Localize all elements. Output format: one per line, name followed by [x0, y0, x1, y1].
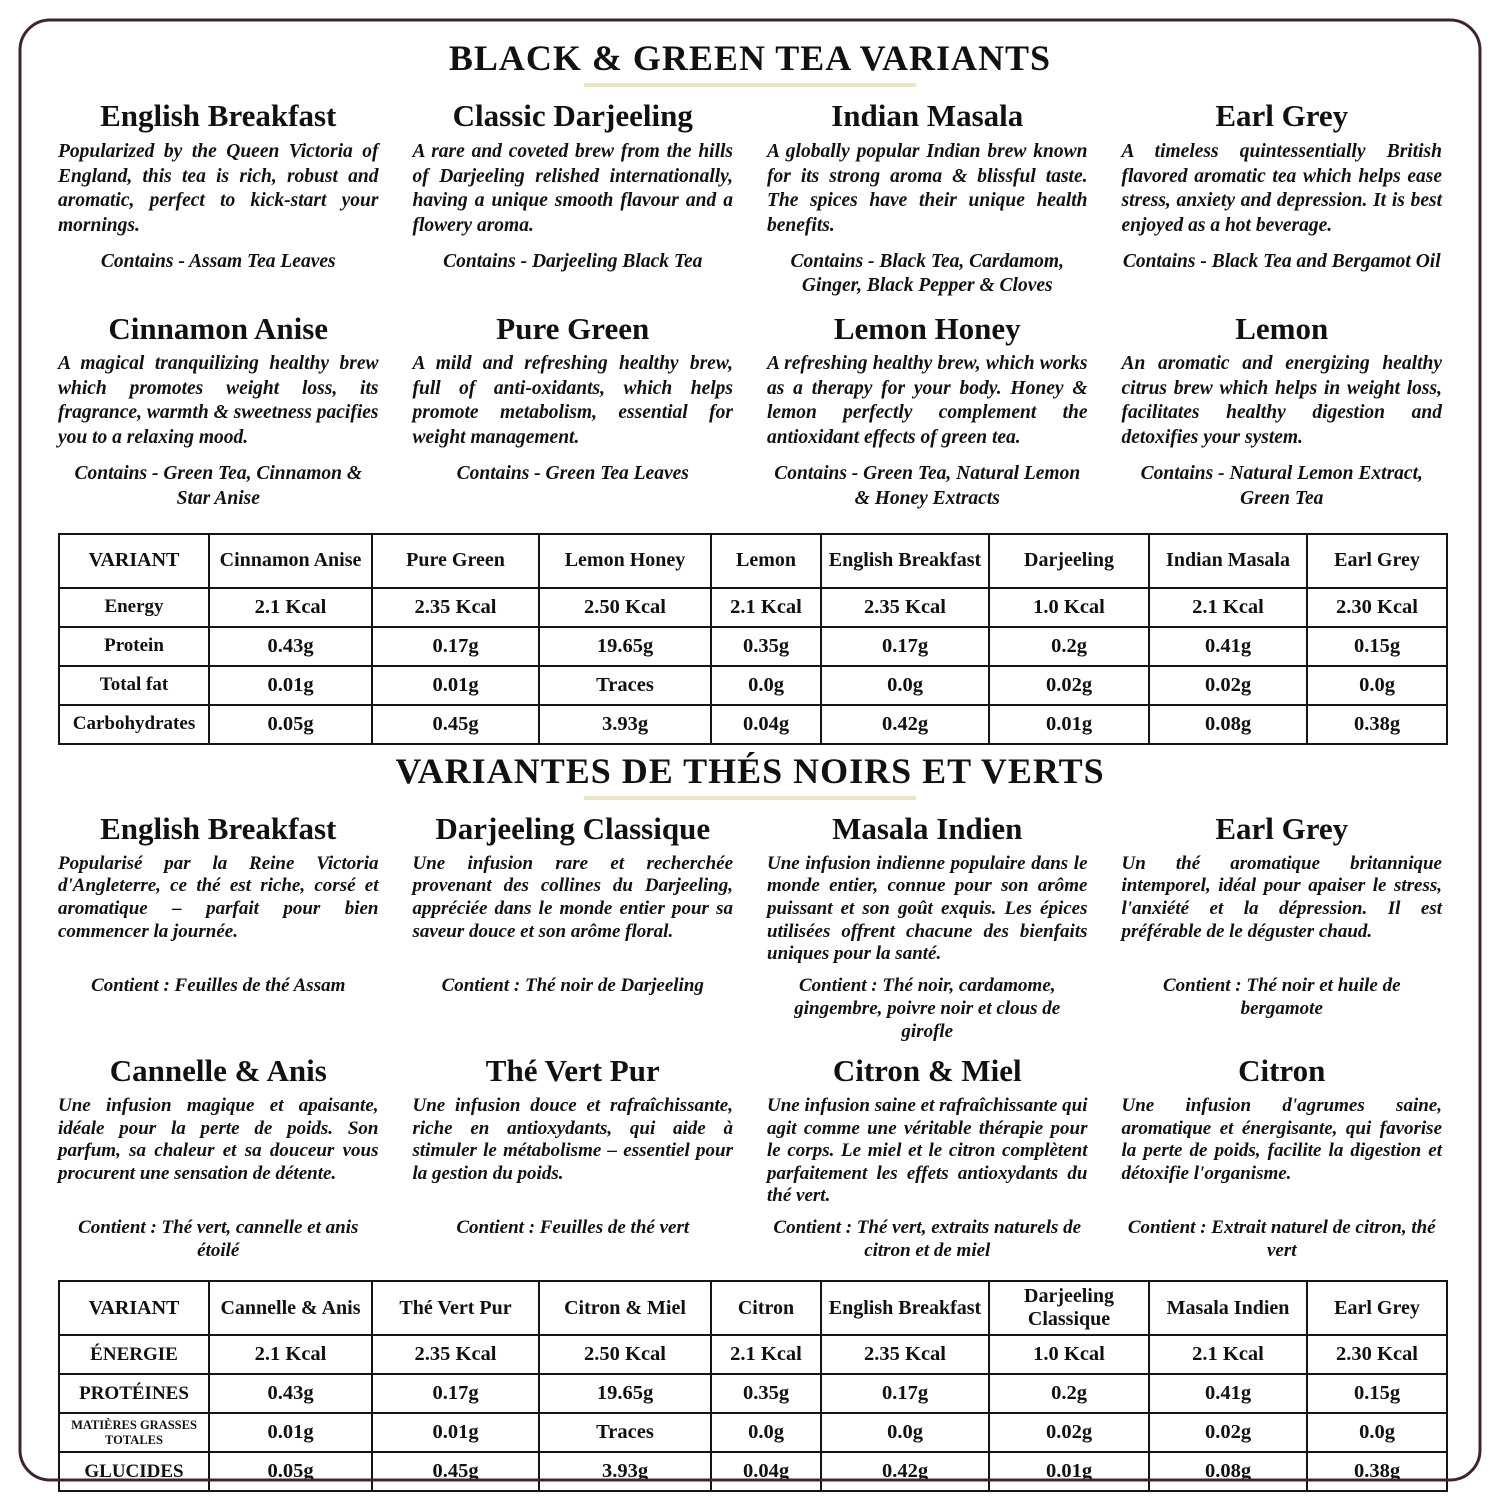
tea-contains-note: Contains - Green Tea, Natural Lemon & Honey Extracts: [774, 463, 1081, 509]
tea-name: English Breakfast: [100, 98, 337, 134]
tea-description: A magical tranquilizing healthy brew which promotes weight loss, its fragrance, warmth & sweetness pacifies you to a relaxing mood.: [58, 353, 379, 448]
table-cell: 1.0 Kcal: [989, 1335, 1149, 1374]
table-cell: 2.1 Kcal: [1149, 1335, 1307, 1374]
tea-card: [58, 311, 379, 511]
row-label: GLUCIDES: [59, 1452, 209, 1491]
table-cell: 0.2g: [989, 1374, 1149, 1413]
tea-name: Cannelle & Anis: [109, 1053, 327, 1089]
table-cell: 0.0g: [821, 1413, 989, 1452]
row-label: ÉNERGIE: [59, 1335, 209, 1374]
tea-card: [413, 98, 734, 298]
tea-description: Une infusion douce et rafraîchissante, riche en antioxydants, qui aide à stimuler le métabolisme – essentiel pour la gestion du poids.: [412, 1094, 733, 1184]
tea-contains-note: Contient : Feuilles de thé vert: [456, 1216, 690, 1238]
tea-name: Earl Grey: [1215, 811, 1349, 847]
table-cell: 0.02g: [1149, 1413, 1307, 1452]
column-header: Indian Masala: [1149, 534, 1307, 588]
table-cell: 2.50 Kcal: [539, 588, 711, 627]
column-header: Thé Vert Pur: [372, 1281, 539, 1335]
tea-contains-note: Contient : Thé noir de Darjeeling: [441, 974, 704, 996]
tea-contains-note: Contient : Thé vert, cannelle et anis étoilé: [78, 1216, 359, 1262]
column-header: Earl Grey: [1307, 534, 1447, 588]
table-row: [59, 627, 1447, 666]
table-cell: 0.01g: [989, 705, 1149, 744]
column-header: Pure Green: [372, 534, 539, 588]
table-cell: 0.42g: [821, 705, 989, 744]
column-header: Lemon: [711, 534, 821, 588]
table-cell: 0.45g: [372, 1452, 539, 1491]
tea-card: [413, 811, 734, 1043]
nutrition-table-english: [58, 533, 1448, 745]
table-cell: 19.65g: [539, 1374, 711, 1413]
row-label: Total fat: [59, 666, 209, 705]
tea-card: [58, 811, 379, 1043]
tea-card: [58, 1053, 379, 1262]
table-row: [59, 705, 1447, 744]
table-cell: 0.02g: [989, 1413, 1149, 1452]
table-cell: 0.43g: [209, 1374, 372, 1413]
column-header: Cannelle & Anis: [209, 1281, 372, 1335]
table-cell: 0.01g: [989, 1452, 1149, 1491]
table-row: [59, 1452, 1447, 1491]
column-header: Citron & Miel: [539, 1281, 711, 1335]
tea-name: Thé Vert Pur: [485, 1053, 660, 1089]
table-cell: 0.01g: [209, 666, 372, 705]
table-cell: 2.1 Kcal: [711, 588, 821, 627]
table-cell: 0.0g: [1307, 1413, 1447, 1452]
tea-contains-note: Contient : Feuilles de thé Assam: [91, 974, 346, 996]
tea-card: [1122, 811, 1443, 1043]
tea-description: Popularized by the Queen Victoria of England, this tea is rich, robust and aromatic, perfect to kick-start your mornings.: [58, 140, 379, 236]
section-title-wrap: [58, 38, 1442, 87]
column-header: Earl Grey: [1307, 1281, 1447, 1335]
table-cell: 0.43g: [209, 627, 372, 666]
nutrition-table-french: [58, 1280, 1448, 1492]
tea-contains-note: Contains - Green Tea, Cinnamon & Star Anise: [74, 463, 362, 509]
table-cell: 0.0g: [711, 1413, 821, 1452]
table-cell: 0.17g: [821, 627, 989, 666]
column-header: Darjeeling: [989, 534, 1149, 588]
tea-name: English Breakfast: [100, 811, 337, 847]
tea-name: Lemon Honey: [833, 310, 1021, 346]
table-row: [59, 1335, 1447, 1374]
tea-contains-note: Contains - Natural Lemon Extract, Green Tea: [1140, 463, 1423, 509]
title-underline: [584, 796, 916, 800]
table-cell: 0.35g: [711, 1374, 821, 1413]
tea-cards-grid-french: [58, 811, 1442, 1272]
tea-card: [767, 1053, 1088, 1262]
column-header: English Breakfast: [821, 1281, 989, 1335]
table-row: [59, 666, 1447, 705]
table-cell: 0.04g: [711, 1452, 821, 1491]
tea-name: Citron & Miel: [832, 1053, 1022, 1089]
tea-description: Une infusion magique et apaisante, idéale pour la perte de poids. Son parfum, sa chaleur et sa douceur vous procurent une sensation de détente.: [58, 1094, 379, 1184]
title-underline: [584, 83, 916, 87]
table-cell: 0.0g: [1307, 666, 1447, 705]
section-french: [58, 751, 1442, 1493]
table-cell: 2.1 Kcal: [711, 1335, 821, 1374]
tea-card: [767, 311, 1088, 511]
table-row: [59, 1413, 1447, 1452]
tea-card: [767, 98, 1088, 298]
table-cell: Traces: [539, 1413, 711, 1452]
tea-description: Une infusion indienne populaire dans le monde entier, connue pour son arôme puissant et son goût exquis. Les épices utilisées offrent chacune des bienfaits uniques pour la santé.: [767, 852, 1088, 965]
tea-card: [413, 1053, 734, 1262]
tea-description: A globally popular Indian brew known for its strong aroma & blissful taste. The spices have their unique health benefits.: [767, 140, 1088, 236]
tea-card: [413, 311, 734, 511]
table-header-row: [59, 534, 1447, 588]
table-cell: Traces: [539, 666, 711, 705]
table-cell: 3.93g: [539, 1452, 711, 1491]
tea-contains-note: Contains - Assam Tea Leaves: [100, 251, 336, 273]
table-row: [59, 588, 1447, 627]
table-cell: 0.01g: [372, 1413, 539, 1452]
column-header: Masala Indien: [1149, 1281, 1307, 1335]
row-label: MATIÈRES GRASSES TOTALES: [59, 1413, 209, 1452]
tea-contains-note: Contains - Darjeeling Black Tea: [443, 251, 703, 273]
table-cell: 2.1 Kcal: [209, 588, 372, 627]
table-cell: 2.30 Kcal: [1307, 1335, 1447, 1374]
table-cell: 3.93g: [539, 705, 711, 744]
tea-contains-note: Contient : Thé noir et huile de bergamote: [1162, 974, 1401, 1019]
table-cell: 0.05g: [209, 705, 372, 744]
table-cell: 0.08g: [1149, 705, 1307, 744]
tea-description: Une infusion d'agrumes saine, aromatique et énergisante, qui favorise la perte de poids, facilite la digestion et détoxifie l'organisme.: [1121, 1094, 1442, 1184]
table-cell: 0.42g: [821, 1452, 989, 1491]
table-cell: 0.45g: [372, 705, 539, 744]
tea-description: Une infusion saine et rafraîchissante qui agit comme une véritable thérapie pour le corps. Le miel et le citron complètent parfaitement les effets antioxydants du thé vert.: [767, 1094, 1088, 1207]
tea-cards-grid-english: [58, 98, 1442, 522]
table-cell: 0.04g: [711, 705, 821, 744]
table-cell: 0.02g: [1149, 666, 1307, 705]
row-label: PROTÉINES: [59, 1374, 209, 1413]
tea-name: Pure Green: [496, 310, 650, 346]
table-row: [59, 1374, 1447, 1413]
tea-contains-note: Contains - Black Tea and Bergamot Oil: [1122, 251, 1441, 273]
table-cell: 0.02g: [989, 666, 1149, 705]
table-cell: 0.38g: [1307, 1452, 1447, 1491]
table-cell: 0.15g: [1307, 1374, 1447, 1413]
table-cell: 0.01g: [209, 1413, 372, 1452]
tea-name: Indian Masala: [831, 98, 1024, 134]
tea-name: Cinnamon Anise: [108, 310, 329, 346]
tea-contains-note: Contient : Thé noir, cardamome, gingembre, poivre noir et clous de girofle: [794, 974, 1061, 1043]
tea-description: A refreshing healthy brew, which works as a therapy for your body. Honey & lemon perfectly complement the antioxidant effects of green tea.: [767, 353, 1088, 448]
table-cell: 0.41g: [1149, 1374, 1307, 1413]
table-cell: 19.65g: [539, 627, 711, 666]
table-cell: 0.41g: [1149, 627, 1307, 666]
column-header: Citron: [711, 1281, 821, 1335]
column-header: Cinnamon Anise: [209, 534, 372, 588]
table-cell: 0.01g: [372, 666, 539, 705]
tea-name: Earl Grey: [1215, 98, 1349, 134]
tea-contains-note: Contient : Thé vert, extraits naturels de citron et de miel: [773, 1216, 1082, 1262]
table-cell: 0.17g: [821, 1374, 989, 1413]
tea-name: Citron: [1238, 1053, 1326, 1089]
section-title-wrap: [58, 751, 1442, 800]
column-header: VARIANT: [59, 1281, 209, 1335]
table-cell: 2.35 Kcal: [821, 1335, 989, 1374]
table-cell: 0.38g: [1307, 705, 1447, 744]
tea-name: Masala Indien: [832, 811, 1023, 847]
section-english: [58, 38, 1442, 745]
column-header: English Breakfast: [821, 534, 989, 588]
table-cell: 0.17g: [372, 627, 539, 666]
tea-description: A timeless quintessentially British flavored aromatic tea which helps ease stress, anxiety and depression. It is best enjoyed as a hot beverage.: [1121, 140, 1442, 236]
tea-description: A mild and refreshing healthy brew, full of anti-oxidants, which helps promote metabolism, essential for weight management.: [412, 353, 733, 448]
tea-description: A rare and coveted brew from the hills of Darjeeling relished internationally, having a unique smooth flavour and a flowery aroma.: [412, 140, 733, 236]
table-cell: 0.2g: [989, 627, 1149, 666]
tea-contains-note: Contient : Extrait naturel de citron, thé vert: [1127, 1216, 1436, 1262]
tea-card: [58, 98, 379, 298]
tea-card: [1122, 98, 1443, 298]
table-cell: 0.17g: [372, 1374, 539, 1413]
table-cell: 0.0g: [821, 666, 989, 705]
tea-description: Un thé aromatique britannique intemporel, idéal pour apaiser le stress, l'anxiété et la dépression. Il est préférable de le déguster chaud.: [1121, 852, 1442, 942]
table-cell: 2.35 Kcal: [372, 1335, 539, 1374]
table-header-row: [59, 1281, 1447, 1335]
table-cell: 0.08g: [1149, 1452, 1307, 1491]
row-label: Energy: [59, 588, 209, 627]
table-cell: 0.15g: [1307, 627, 1447, 666]
column-header: Darjeeling Classique: [989, 1281, 1149, 1335]
table-cell: 2.1 Kcal: [1149, 588, 1307, 627]
table-cell: 0.35g: [711, 627, 821, 666]
tea-description: Une infusion rare et recherchée provenant des collines du Darjeeling, appréciée dans le monde entier pour sa saveur douce et son arôme floral.: [412, 852, 733, 942]
section-title-english: BLACK & GREEN TEA VARIANTS: [448, 38, 1052, 78]
table-cell: 0.05g: [209, 1452, 372, 1491]
tea-contains-note: Contains - Black Tea, Cardamom, Ginger, Black Pepper & Cloves: [790, 251, 1064, 297]
tea-name: Darjeeling Classique: [435, 811, 711, 847]
column-header: VARIANT: [59, 534, 209, 588]
column-header: Lemon Honey: [539, 534, 711, 588]
tea-card: [767, 811, 1088, 1043]
tea-contains-note: Contains - Green Tea Leaves: [456, 463, 689, 485]
row-label: Protein: [59, 627, 209, 666]
tea-card: [1122, 311, 1443, 511]
table-cell: 0.0g: [711, 666, 821, 705]
table-cell: 2.50 Kcal: [539, 1335, 711, 1374]
section-title-french: VARIANTES DE THÉS NOIRS ET VERTS: [395, 750, 1105, 791]
tea-card: [1122, 1053, 1443, 1262]
tea-name: Lemon: [1235, 310, 1329, 346]
table-cell: 1.0 Kcal: [989, 588, 1149, 627]
row-label: Carbohydrates: [59, 705, 209, 744]
tea-name: Classic Darjeeling: [452, 98, 693, 134]
table-cell: 2.35 Kcal: [821, 588, 989, 627]
tea-description: An aromatic and energizing healthy citrus brew which helps in weight loss, facilitates healthy digestion and detoxifies your system.: [1121, 353, 1442, 448]
tea-description: Popularisé par la Reine Victoria d'Angleterre, ce thé est riche, corsé et aromatique – parfait pour bien commencer la journée.: [58, 852, 379, 942]
table-cell: 2.35 Kcal: [372, 588, 539, 627]
table-cell: 2.30 Kcal: [1307, 588, 1447, 627]
table-cell: 2.1 Kcal: [209, 1335, 372, 1374]
